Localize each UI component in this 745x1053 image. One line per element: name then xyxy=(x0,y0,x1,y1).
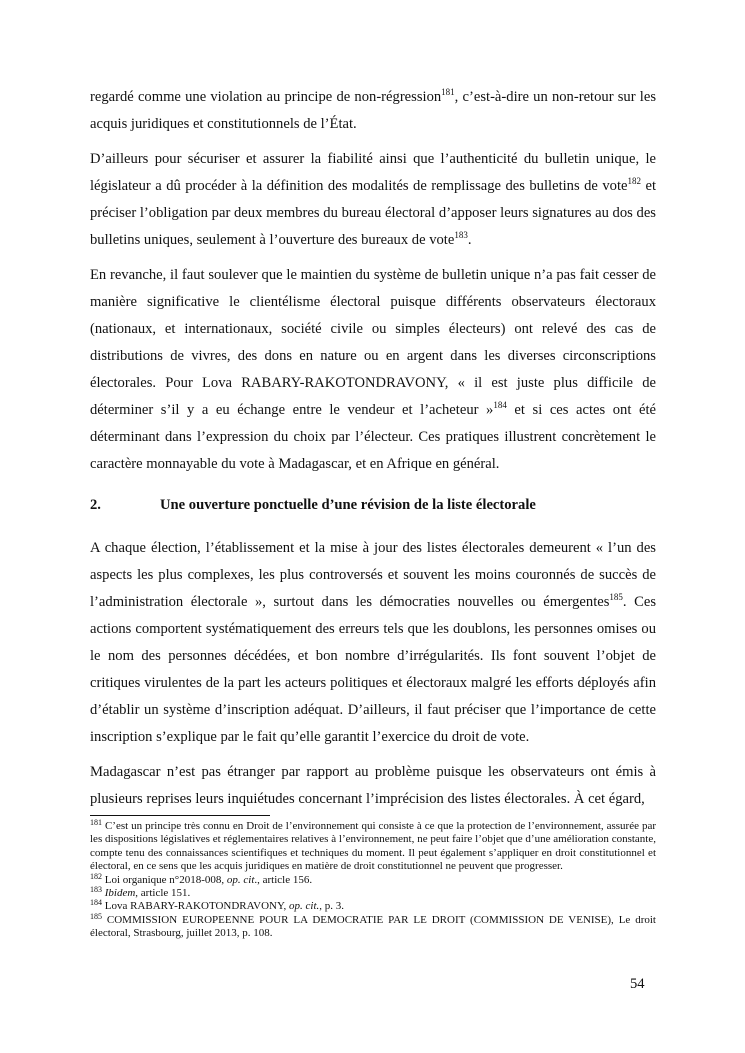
footnote-text: , p. 3. xyxy=(319,900,345,913)
footnote-text: C’est un principe très connu en Droit de l’environnement qui consiste à ce que la protection de l’environnement, assurée par les dispositions législatives et réglementaires relatives à l’environnement, ne peut faire l’objet que d’une amélioration constante, compte tenu des connaissances scientifiques et techniques du moment. Il peut également s’appliquer en droit constitutionnel et électoral, en ce sens que les acquis juridiques en matière de droit constitutionnel ne peuvent que progresser. xyxy=(90,820,656,873)
footnote-number: 182 xyxy=(90,871,102,881)
paragraph-text: . Ces actions comportent systématiquement des erreurs tels que les doublons, les personnes omises ou le nom des personnes décédées, et bon nombre d’irrégularités. Ils font souvent l’objet de critiques virulentes de la part les acteurs politiques et électoraux malgré les efforts déployés afin d’établir un système d’inscription adéquat. D’ailleurs, il faut préciser que l’importance de cette inscription s’explique par le fait qu’elle garantit l’exercice du droit de vote. xyxy=(90,594,656,745)
paragraph-text: regardé comme une violation au principe de non-régression xyxy=(90,89,442,105)
footnote-181 xyxy=(90,820,656,874)
footnote-text: , article 151. xyxy=(135,887,191,900)
paragraph-text: D’ailleurs pour sécuriser et assurer la fiabilité ainsi que l’authenticité du bulletin unique, le législateur a dû procéder à la définition des modalités de remplissage des bulletins de vote xyxy=(90,151,656,194)
footnote-ref-184[interactable]: 184 xyxy=(493,400,507,410)
paragraph-text: Madagascar n’est pas étranger par rapport au problème puisque les observateurs ont émis à plusieurs reprises leurs inquiétudes concernant l’imprécision des listes électorales. À cet égard, xyxy=(90,764,656,807)
footnote-ref-183[interactable]: 183 xyxy=(454,230,468,240)
paragraph-1 xyxy=(90,84,656,138)
footnote-ref-181[interactable]: 181 xyxy=(441,87,455,97)
paragraph-text: A chaque élection, l’établissement et la mise à jour des listes électorales demeurent « l’un des aspects les plus complexes, les plus controversés et souvent les moins couronnés de succès de l’administration électorale », surtout dans les démocraties nouvelles ou émergentes xyxy=(90,540,656,610)
paragraph-3 xyxy=(90,262,656,478)
footnote-184 xyxy=(90,900,656,913)
section-heading xyxy=(90,492,656,519)
paragraph-text: En revanche, il faut soulever que le maintien du système de bulletin unique n’a pas fait cesser de manière significative le clientélisme électoral puisque différents observateurs électoraux (nationaux, et internationaux, société civile ou simples électeurs) ont relevé des cas de distributions de vivres, des dons en nature ou en argent dans les diverses circonscriptions électorales. Pour Lova RABARY-RAKOTONDRAVONY, « il est juste plus difficile de déterminer s’il y a eu échange entre le vendeur et l’acheteur » xyxy=(90,267,656,418)
footnote-ref-185[interactable]: 185 xyxy=(609,592,623,602)
paragraph-text: . xyxy=(467,232,472,248)
paragraph-2 xyxy=(90,146,656,254)
footnote-ref-182[interactable]: 182 xyxy=(627,176,641,186)
footnote-number: 181 xyxy=(90,818,102,827)
section-number: 2. xyxy=(90,497,101,513)
footnote-text: COMMISSION EUROPEENNE POUR LA DEMOCRATIE PAR LE DROIT (COMMISSION DE VENISE), Le droit électoral, Strasbourg, juillet 2013, p. 108. xyxy=(90,913,656,940)
paragraph-text: et préciser l’obligation par deux membres du bureau électoral d’apposer leurs signatures au dos des bulletins uniques, seulement à l’ouverture des bureaux de vote xyxy=(90,178,656,248)
footnote-text: Loi organique n°2018-008, xyxy=(102,873,227,886)
footnote-citation: op. cit. xyxy=(289,900,320,913)
paragraph-text: et si ces actes ont été déterminant dans l’expression du choix par l’électeur. Ces pratiques illustrent concrètement le caractère monnayable du vote à Madagascar, et en Afrique en général. xyxy=(90,402,656,472)
page-number: 54 xyxy=(630,976,645,992)
paragraph-5 xyxy=(90,759,656,813)
footnote-number: 185 xyxy=(90,911,102,921)
footnote-separator xyxy=(90,815,270,816)
paragraph-text: , c’est-à-dire un non-retour sur les acquis juridiques et constitutionnels de l’État. xyxy=(90,89,657,132)
footnotes xyxy=(90,820,656,941)
footnote-185 xyxy=(90,911,656,941)
footnote-182 xyxy=(90,871,656,887)
section-title: Une ouverture ponctuelle d’une révision de la liste électorale xyxy=(160,497,536,513)
footnote-183 xyxy=(90,887,656,900)
document-body xyxy=(90,84,656,821)
footnote-number: 183 xyxy=(90,885,102,895)
footnote-text: Lova RABARY-RAKOTONDRAVONY, xyxy=(102,900,290,913)
footnote-text: ., article 156. xyxy=(254,873,313,886)
footnote-citation: Ibidem xyxy=(104,887,136,900)
footnote-number: 184 xyxy=(90,898,102,908)
paragraph-4 xyxy=(90,535,656,751)
footnote-citation: op. cit xyxy=(226,873,255,886)
